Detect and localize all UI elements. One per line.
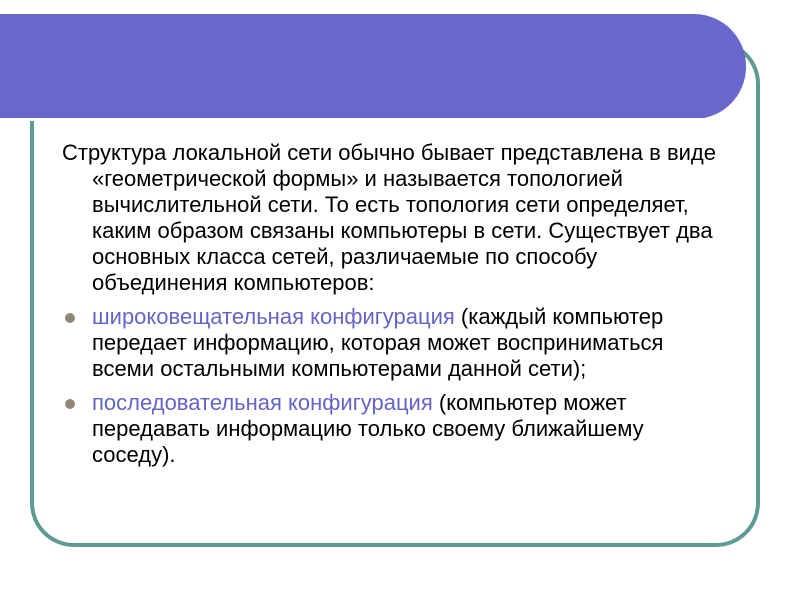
bullet-term: последовательная конфигурация [92,390,433,415]
title-band [0,14,746,119]
bullet-item-broadcast [62,304,730,382]
intro-paragraph: Структура локальной сети обычно бывает представлена в виде «геометрической формы» и называется топологией вычислительной сети. То есть топология сети определяет, каким образом связаны компьютеры в сети. Существует два основных класса сетей, различаемые по способу объединения компьютеров: [62,140,717,295]
bullet-item-sequential [62,390,730,468]
bullet-icon [65,313,75,323]
title-divider [0,118,707,121]
bullet-description: (каждый компьютер передает информацию, которая может восприниматься всеми остальными компьютерами данной сети); [92,304,664,381]
bullet-icon [65,399,75,409]
slide-body [62,140,730,476]
bullet-term: широковещательная конфигурация [92,304,455,329]
bullet-description: (компьютер может передавать информацию только своему ближайшему соседу). [92,390,644,467]
